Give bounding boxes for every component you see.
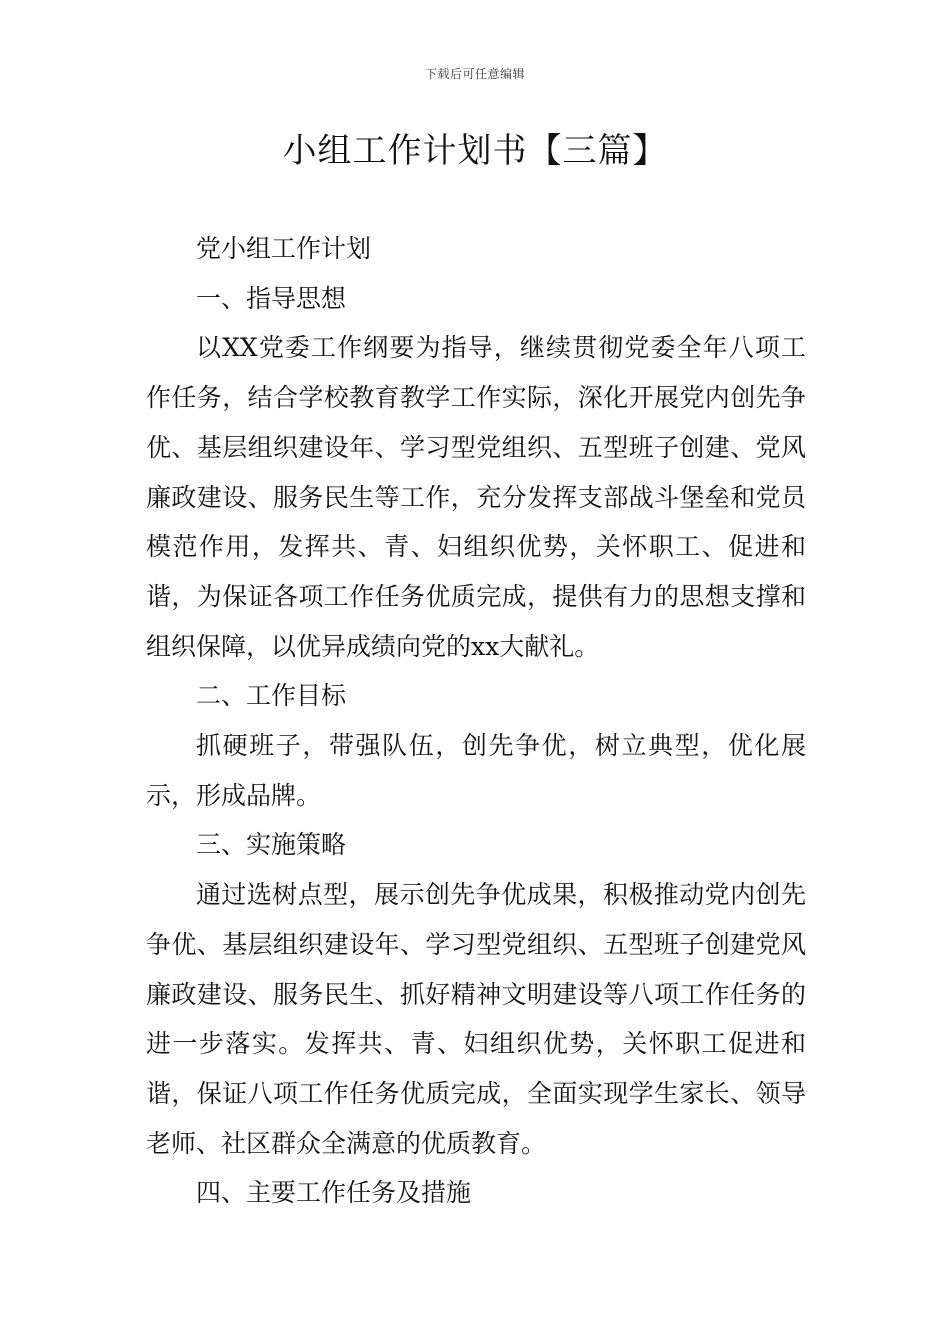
- section-heading-guiding-ideology: 一、指导思想: [196, 283, 347, 313]
- section-heading-main-tasks: 四、主要工作任务及措施: [196, 1178, 472, 1208]
- paragraph-implementation-strategy: 通过选树点型，展示创先争优成果，积极推动党内创先争优、基层组织建设年、学习型党组织、五型班子创建党风廉政建设、服务民生、抓好精神文明建设等八项工作任务的进一步落实。发挥共、青、妇组织优势，关怀职工促进和谐，保证八项工作任务优质完成，全面实现学生家长、领导老师、社区群众全满意的优质教育。: [146, 880, 806, 1158]
- document-title: 小组工作计划书【三篇】: [282, 131, 668, 171]
- section-heading-party-group-plan: 党小组工作计划: [196, 234, 372, 263]
- document-body: [146, 224, 806, 1218]
- section-heading-work-goals: 二、工作目标: [196, 681, 347, 711]
- paragraph-guiding-ideology: 以XX党委工作纲要为指导，继续贯彻党委全年八项工作任务，结合学校教育教学工作实际，深化开展党内创先争优、基层组织建设年、学习型党组织、五型班子创建、党风廉政建设、服务民生等工作，充分发挥支部战斗堡垒和党员模范作用，发挥共、青、妇组织优势，关怀职工、促进和谐，为保证各项工作任务优质完成，提供有力的思想支撑和组织保障，以优异成绩向党的xx大献礼。: [146, 333, 806, 661]
- paragraph-work-goals: 抓硬班子，带强队伍，创先争优，树立典型，优化展示，形成品牌。: [146, 731, 806, 810]
- page-header-note: 下载后可任意编辑: [424, 67, 525, 81]
- section-heading-implementation-strategy: 三、实施策略: [196, 830, 347, 860]
